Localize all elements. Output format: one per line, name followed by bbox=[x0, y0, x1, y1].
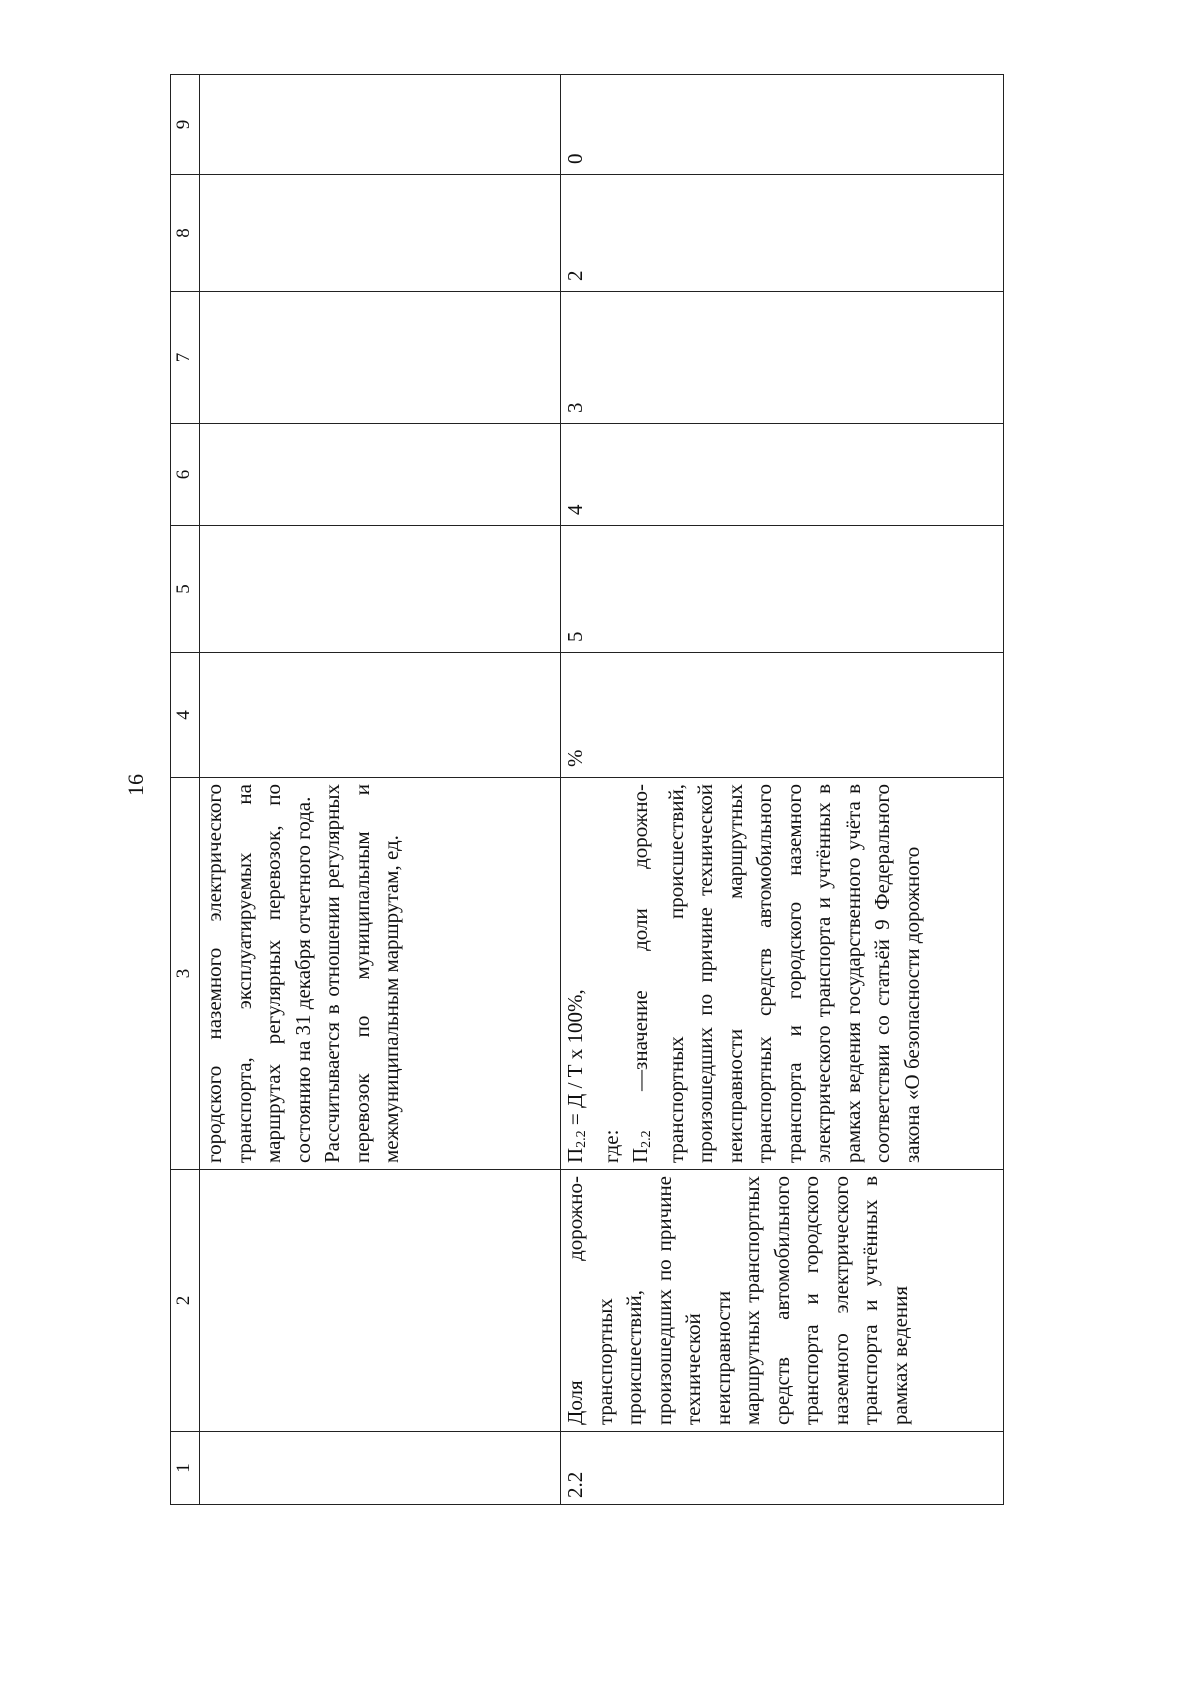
formula-subscript: 2.2 bbox=[574, 1130, 589, 1148]
header-cell: 4 bbox=[171, 653, 200, 778]
unit-cell: % bbox=[561, 653, 1004, 778]
definition-symbol: П bbox=[628, 1147, 652, 1163]
definition bbox=[626, 784, 927, 1163]
method-cell bbox=[200, 778, 561, 1170]
header-cell: 1 bbox=[171, 1432, 200, 1505]
value-cell bbox=[200, 526, 561, 653]
value-cell: 2 bbox=[561, 175, 1004, 292]
definition-subscript: 2.2 bbox=[639, 1130, 654, 1148]
method-text: городского наземного электрического транспорта, эксплуатируемых на маршрутах регулярных перевозок, по состоянию на 31 декабря отчетного года. bbox=[202, 784, 315, 1163]
header-cell: 3 bbox=[171, 778, 200, 1170]
value-cell bbox=[200, 75, 561, 175]
indicator-table bbox=[170, 74, 1004, 1505]
table-row bbox=[561, 75, 1004, 1505]
value-cell: 5 bbox=[561, 526, 1004, 653]
where-label: где: bbox=[598, 1129, 623, 1163]
formula bbox=[561, 784, 597, 1163]
row-number-cell: 2.2 bbox=[561, 1432, 1004, 1505]
rotated-table-sheet bbox=[170, 75, 1030, 1505]
formula-symbol: П bbox=[563, 1147, 587, 1163]
unit-cell bbox=[200, 653, 561, 778]
formula-expression: = Д / Т х 100%, bbox=[563, 989, 587, 1131]
table-row bbox=[200, 75, 561, 1505]
header-cell: 6 bbox=[171, 424, 200, 526]
value-cell bbox=[200, 175, 561, 292]
header-cell: 7 bbox=[171, 292, 200, 424]
header-cell: 2 bbox=[171, 1170, 200, 1432]
method-cell bbox=[561, 778, 1004, 1170]
header-row bbox=[171, 75, 200, 1505]
value-cell bbox=[200, 292, 561, 424]
page-number: 16 bbox=[123, 774, 148, 796]
row-number-cell bbox=[200, 1432, 561, 1505]
header-cell: 8 bbox=[171, 175, 200, 292]
value-cell: 4 bbox=[561, 424, 1004, 526]
header-cell: 9 bbox=[171, 75, 200, 175]
value-cell: 3 bbox=[561, 292, 1004, 424]
value-cell bbox=[200, 424, 561, 526]
indicator-name-cell bbox=[200, 1170, 561, 1432]
method-text: Рассчитывается в отношении регулярных перевозок по муниципальным и межмуниципальным маршрутам, ед. bbox=[320, 784, 403, 1163]
indicator-name-cell: Доля дорожно-транспортных происшествий, произошедших по причине технической неисправности маршрутных транспортных средств автомобильного транспорта и городского наземного электрического транспорта и учтённых в рамках ведения bbox=[561, 1170, 1004, 1432]
definition-text: —значение доли дорожно-транспортных происшествий, произошедших по причине технической неисправности маршрутных транспортных средств автомобильного транспорта и городского наземного электрического транспорта и учтённых в рамках ведения государственного учёта в соответствии со статьёй 9 Федерального закона «О безопасности дорожного bbox=[628, 784, 924, 1163]
value-cell: 0 bbox=[561, 75, 1004, 175]
header-cell: 5 bbox=[171, 526, 200, 653]
